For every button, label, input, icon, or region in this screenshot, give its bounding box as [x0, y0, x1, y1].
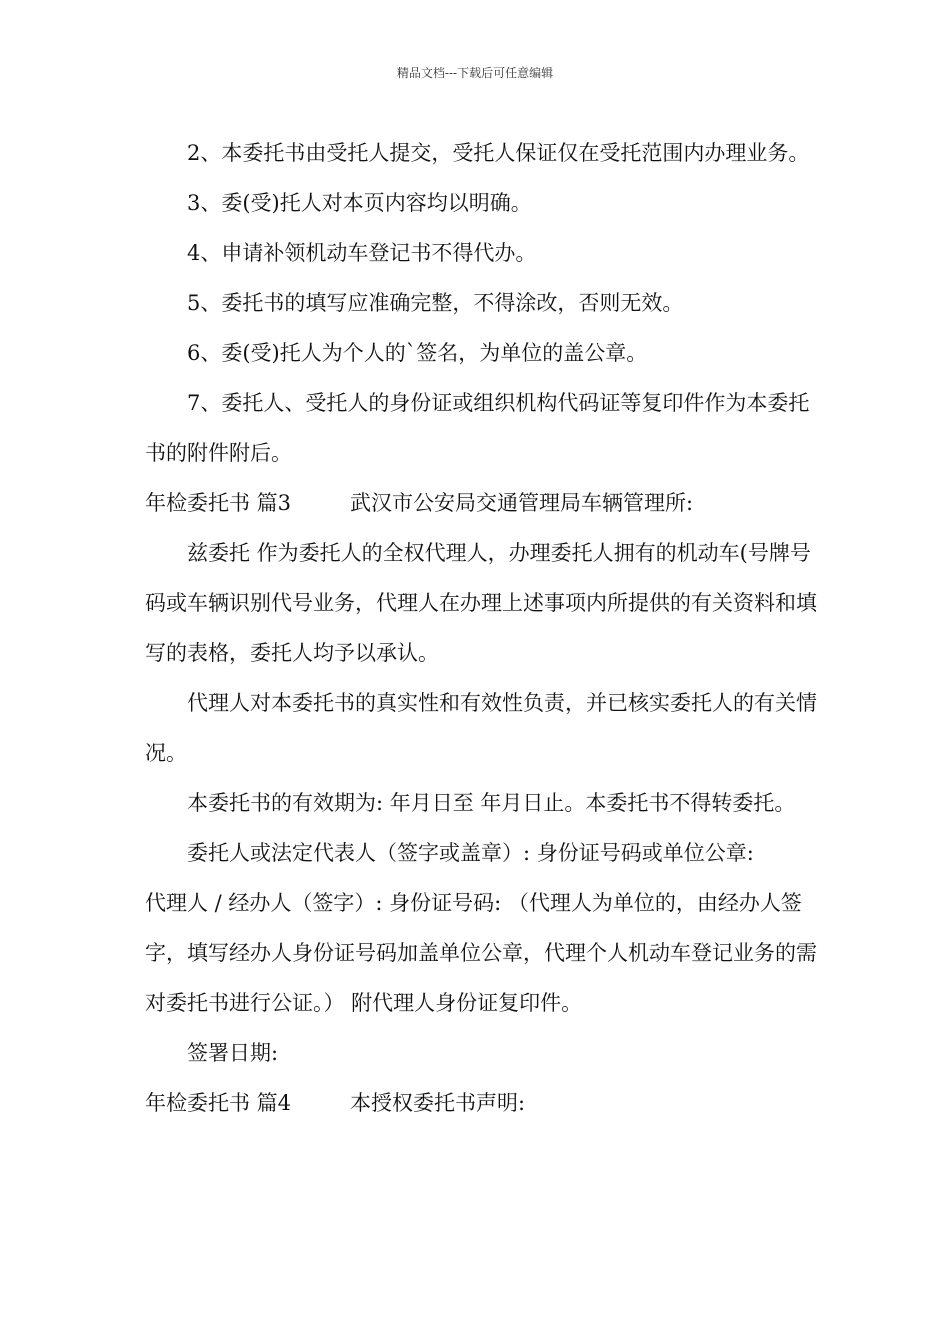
document-body: [145, 128, 817, 1128]
list-item-4: 4、申请补领机动车登记书不得代办。: [187, 241, 537, 265]
section-3-addressee: 武汉市公安局交通管理局车辆管理所:: [350, 491, 694, 515]
section-3-heading-line: [145, 478, 817, 528]
list-item-5: 5、委托书的填写应准确完整，不得涂改，否则无效。: [187, 291, 684, 315]
list-item-7: 7、委托人、受托人的身份证或组织机构代码证等复印件作为本委托书的附件附后。: [145, 391, 810, 465]
section-4-heading: 本授权委托书声明:: [350, 1091, 526, 1115]
section-3-para-agent: 代理人 / 经办人（签字）: 身份证号码: （代理人为单位的，由经办人签字，填写经办人身份证号码加盖单位公章，代理个人机动车登记业务的需对委托书进行公证。） 附代理人身份证复印件。: [145, 891, 817, 1015]
section-4-heading-line: [145, 1078, 817, 1128]
section-3-para-responsibility: 代理人对本委托书的真实性和有效性负责，并已核实委托人的有关情况。: [145, 691, 817, 765]
list-item-2: 2、本委托书由受托人提交，受托人保证仅在受托范围内办理业务。: [187, 141, 810, 165]
section-3-para-signatory: 委托人或法定代表人（签字或盖章）: 身份证号码或单位公章:: [187, 841, 754, 865]
page-header: 精品文档---下载后可任意编辑: [396, 66, 554, 80]
section-3-para-validity: 本委托书的有效期为: 年月日至 年月日止。本委托书不得转委托。: [187, 791, 796, 815]
list-item-3: 3、委(受)托人对本页内容均以明确。: [187, 191, 532, 215]
section-4-title: 年检委托书 篇4: [145, 1091, 292, 1115]
section-3-title: 年检委托书 篇3: [145, 491, 292, 515]
section-3-para-entrust: 兹委托 作为委托人的全权代理人，办理委托人拥有的机动车(号牌号码或车辆识别代号业务，代理人在办理上述事项内所提供的有关资料和填写的表格，委托人均予以承认。: [145, 541, 817, 665]
section-3-signing-date: 签署日期:: [187, 1041, 279, 1065]
list-item-6: 6、委(受)托人为个人的`签名，为单位的盖公章。: [187, 341, 648, 365]
